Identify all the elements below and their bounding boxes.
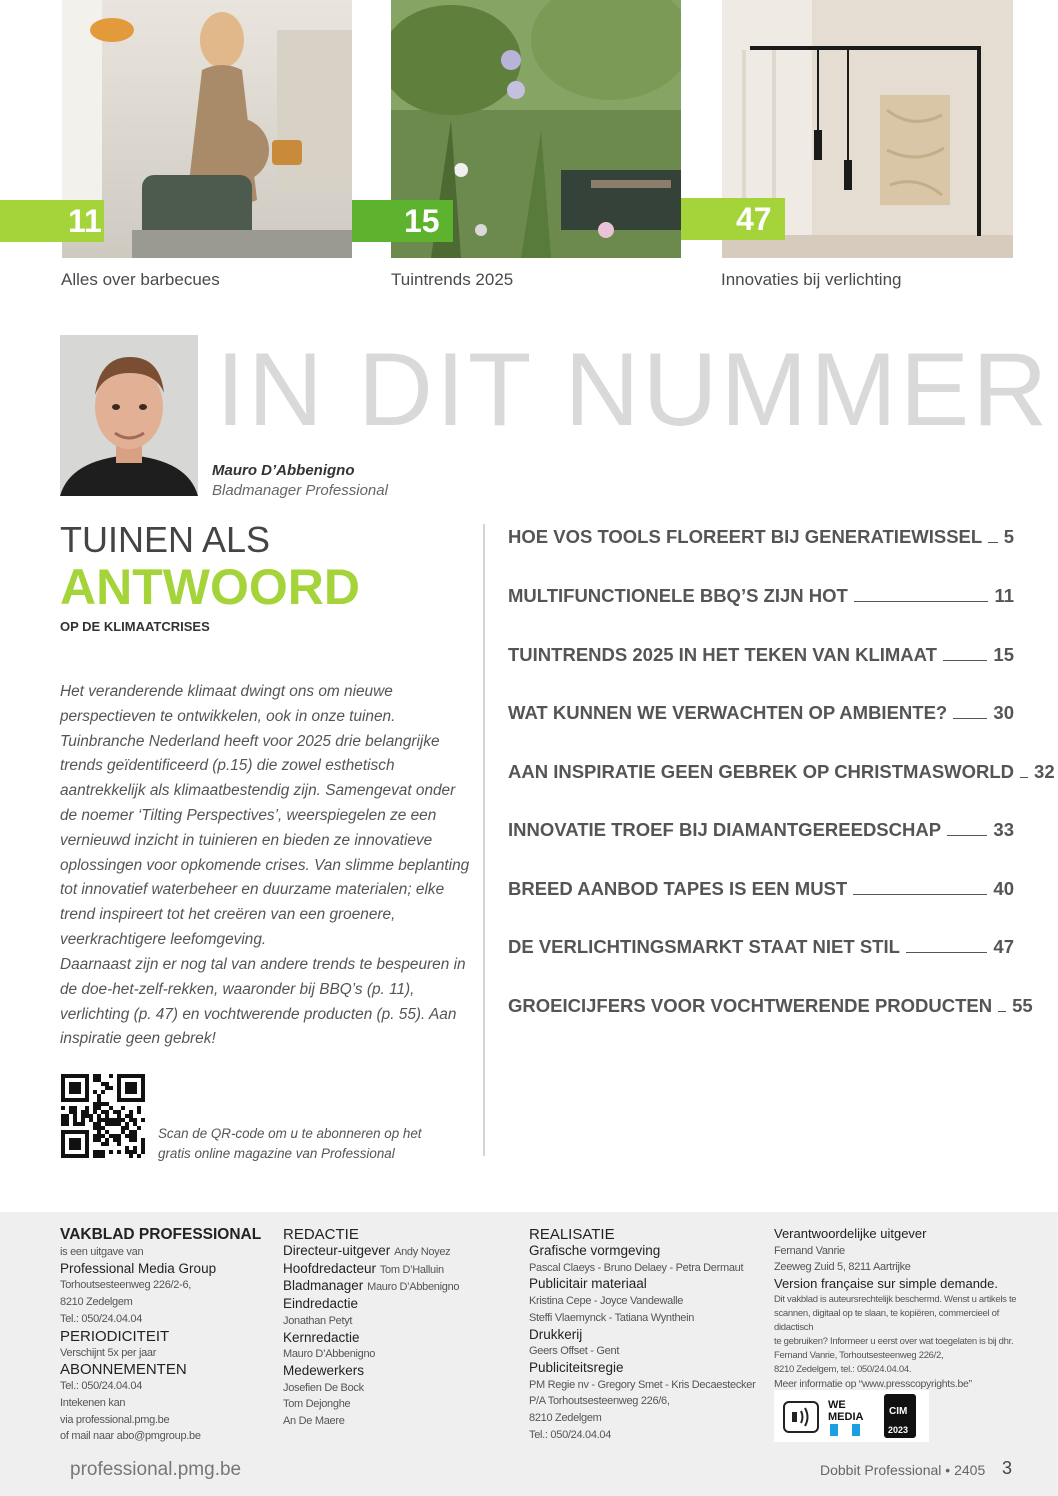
colophon-periodicity: Verschijnt 5x per jaar — [60, 1346, 157, 1359]
colophon-column-responsible — [774, 1226, 1019, 1392]
author-portrait — [60, 335, 198, 496]
editorial-heading-line2: ANTWOORD — [60, 559, 360, 615]
colophon-publisher: Professional Media Group — [60, 1260, 217, 1276]
responsible-publisher-address: Zeeweg Zuid 5, 8211 Aartrijke — [774, 1261, 911, 1274]
toc-item[interactable] — [508, 702, 1014, 728]
website-link[interactable]: professional.pmg.be — [70, 1459, 242, 1480]
audio-wave-logo-icon — [784, 1402, 818, 1432]
design-label: Grafische vormgeving — [529, 1243, 661, 1258]
responsible-publisher-name: Fernand Vanrie — [774, 1244, 845, 1257]
toc-item[interactable] — [508, 878, 1014, 904]
feature-badge-1 — [0, 200, 104, 242]
toc-item-title: HOE VOS TOOLS FLOREERT BIJ GENERATIEWISSEL — [508, 526, 983, 547]
toc-item-page: 55 — [1012, 995, 1033, 1016]
core-editorial-name: Mauro D’Abbenigno — [283, 1348, 376, 1361]
colophon-column-editorial — [283, 1226, 518, 1430]
colophon-editorial-label: REDACTIE — [283, 1226, 359, 1243]
ad-material-names-2: Steffi Vlaemynck - Tatiana Wynthein — [529, 1311, 695, 1324]
toc-item-page: 30 — [993, 702, 1014, 723]
toc-item-page: 11 — [994, 585, 1014, 606]
feature-badge-3 — [681, 198, 785, 240]
feature-caption-1: Alles over barbecues — [61, 270, 220, 289]
toc-item[interactable] — [508, 644, 1014, 670]
toc-item[interactable] — [508, 936, 1014, 962]
contributor-2: Tom Dejonghe — [283, 1398, 351, 1411]
final-editing-name: Jonathan Petyt — [283, 1314, 353, 1327]
core-editorial-label: Kernredactie — [283, 1329, 360, 1345]
toc-item-title: AAN INSPIRATIE GEEN GEBREK OP CHRISTMASWORLD — [508, 761, 1015, 782]
printer-label: Drukkerij — [529, 1326, 583, 1342]
author-name: Mauro D’Abbenigno — [212, 462, 355, 479]
colophon-column-publisher — [60, 1226, 270, 1445]
toc-item-title: WAT KUNNEN WE VERWACHTEN OP AMBIENTE? — [508, 702, 948, 723]
final-editing-label: Eindredactie — [283, 1296, 359, 1312]
toc-item[interactable] — [508, 995, 1033, 1021]
french-version-note: Version française sur simple demande. — [774, 1276, 999, 1292]
toc-item-page: 32 — [1034, 761, 1055, 782]
feature-badge-2 — [352, 200, 453, 242]
toc-item-page: 15 — [993, 644, 1014, 665]
toc-item-page: 33 — [993, 819, 1014, 840]
feature-number-2: 15 — [404, 203, 440, 239]
copyright-line-5: 8210 Zedelgem, tel.: 050/24.04.04. — [774, 1363, 912, 1375]
toc-leader-line — [947, 821, 987, 836]
contributor-1: Josefien De Bock — [283, 1381, 364, 1394]
column-divider — [483, 524, 485, 1156]
toc-item[interactable] — [508, 526, 1014, 552]
toc-leader-line — [953, 704, 987, 719]
toc-item-title: DE VERLICHTINGSMARKT STAAT NIET STIL — [508, 936, 900, 957]
printer-name: Geers Offset - Gent — [529, 1345, 620, 1358]
chief-editor-label: Hoofdredacteur — [283, 1260, 377, 1276]
ad-sales-line-4: Tel.: 050/24.04.04 — [529, 1428, 612, 1441]
toc-leader-line — [854, 587, 989, 602]
toc-item[interactable] — [508, 585, 1014, 611]
chief-editor-name: Tom D’Halluin — [379, 1263, 444, 1276]
feature-photo-barbecue — [62, 0, 352, 258]
toc-item-title: GROEICIJFERS VOOR VOCHTWERENDE PRODUCTEN — [508, 995, 993, 1016]
colophon-address-1: Torhoutsesteenweg 226/2-6, — [60, 1279, 192, 1292]
design-names: Pascal Claeys - Bruno Delaey - Petra Dermaut — [529, 1261, 744, 1274]
toc-leader-line — [906, 938, 988, 953]
copyright-line-3: te gebruiken? Informeer u eerst over wat toegelaten is bij dhr. — [774, 1335, 1014, 1347]
ad-sales-label: Publiciteitsregie — [529, 1359, 624, 1375]
editorial-paragraph-2: Daarnaast zijn er nog tal van andere trends te bespeuren in de doe-het-zelf-rekken, waaronder bij BBQ’s (p. 11), verlichting (p. 47) en vochtwerende producten (p. 55). Aan inspiratie geen gebrek! — [60, 956, 466, 1048]
colophon-subscriptions-line-2: via professional.pmg.be — [60, 1413, 170, 1426]
copyright-line-1: Dit vakblad is auteursrechtelijk beschermd. Wenst u artikels te — [774, 1293, 1017, 1305]
cim-logo — [884, 1394, 916, 1438]
toc-leader-line — [988, 528, 998, 543]
we-media-logo-text-1: WE — [828, 1399, 846, 1411]
copyright-line-6: Meer informatie op “www.presscopyrights.be” — [774, 1377, 972, 1390]
editorial-subheading: OP DE KLIMAATCRISES — [60, 619, 210, 634]
toc-leader-line — [853, 880, 987, 895]
colophon-subscriptions-label: ABONNEMENTEN — [60, 1361, 187, 1379]
ad-sales-line-3: 8210 Zedelgem — [529, 1412, 602, 1425]
magazine-manager-name: Mauro D’Abbenigno — [367, 1281, 460, 1294]
colophon-production-label: REALISATIE — [529, 1226, 615, 1243]
toc-item[interactable] — [508, 819, 1014, 845]
contributors-label: Medewerkers — [283, 1362, 365, 1378]
copyright-line-4: Fernand Vanrie, Torhoutsesteenweg 226/2, — [774, 1349, 944, 1361]
feature-number-1: 11 — [68, 203, 102, 239]
cim-logo-year: 2023 — [888, 1425, 909, 1435]
subscribe-qr-code[interactable] — [61, 1074, 145, 1158]
toc-item-title: MULTIFUNCTIONELE BBQ’S ZIJN HOT — [508, 585, 848, 606]
page-number: 3 — [1002, 1458, 1013, 1478]
toc-leader-line — [943, 646, 987, 661]
contributor-3: An De Maere — [283, 1415, 345, 1428]
ad-material-names-1: Kristina Cepe - Joyce Vandewalle — [529, 1295, 684, 1308]
feature-number-3: 47 — [736, 201, 772, 237]
page-title: IN DIT NUMMER — [216, 332, 1051, 448]
toc-item-page: 5 — [1003, 526, 1014, 547]
colophon-subscriptions-tel: Tel.: 050/24.04.04 — [60, 1380, 143, 1393]
toc-leader-line — [1020, 763, 1028, 778]
responsible-publisher-label: Verantwoordelijke uitgever — [774, 1226, 927, 1241]
editorial-paragraph-1: Het veranderende klimaat dwingt ons om nieuwe perspectieven te ontwikkelen, ook in onze tuinen. Tuinbranche Nederland heeft voor 2025 drie belangrijke trends geïdentificeerd (p.15) die zowel esthetisch aantrekkelijk als klimaatbestendig zijn. Samengevat onder de noemer ‘Tilting Perspectives’, weerspiegelen ze een vernieuwd inzicht in tuinieren en bieden ze innovatieve oplossingen voor opkomende crises. Van slimme beplanting tot innovatief waterbeheer en duurzame materialen; elke trend inspireert tot het creëren van een groenere, veerkrachtigere leefomgeving. — [60, 683, 470, 948]
colophon-periodicity-label: PERIODICITEIT — [60, 1327, 170, 1345]
director-label: Directeur-uitgever — [283, 1243, 391, 1258]
editorial-heading-line1: TUINEN ALS — [60, 519, 271, 560]
we-media-logo-text-2: MEDIA — [828, 1411, 864, 1423]
magazine-manager-label: Bladmanager — [283, 1278, 364, 1294]
colophon-address-2: 8210 Zedelgem — [60, 1296, 133, 1309]
colophon-column-production — [529, 1226, 769, 1443]
colophon-publisher-intro: is een uitgave van — [60, 1246, 144, 1258]
membership-logos — [774, 1390, 929, 1442]
colophon-tel: Tel.: 050/24.04.04 — [60, 1312, 143, 1325]
colophon-magazine-title: VAKBLAD PROFESSIONAL — [60, 1226, 262, 1243]
toc-item-page: 47 — [993, 936, 1014, 957]
magazine-issue: Dobbit Professional • 2405 — [820, 1462, 986, 1478]
colophon-subscriptions-line-3: of mail naar abo@pmgroup.be — [60, 1430, 201, 1443]
copyright-line-2: scannen, digitaal op te slaan, te kopiëren, commercieel of didactisch — [774, 1307, 999, 1333]
feature-caption-2: Tuintrends 2025 — [391, 270, 514, 289]
toc-item-title: TUINTRENDS 2025 IN HET TEKEN VAN KLIMAAT — [508, 644, 937, 665]
qr-caption: Scan de QR-code om u te abonneren op het gratis online magazine van Professional — [158, 1126, 422, 1161]
cim-logo-text: CIM — [889, 1406, 908, 1417]
colophon-subscriptions-line-1: Intekenen kan — [60, 1396, 126, 1409]
ad-sales-line-1: PM Regie nv - Gregory Smet - Kris Decaestecker — [529, 1378, 756, 1391]
toc-item-title: BREED AANBOD TAPES IS EEN MUST — [508, 878, 848, 899]
ad-material-label: Publicitair materiaal — [529, 1276, 647, 1292]
toc-item-page: 40 — [993, 878, 1014, 899]
feature-caption-3: Innovaties bij verlichting — [721, 270, 902, 289]
toc-leader-line — [998, 997, 1006, 1012]
director-name: Andy Noyez — [394, 1246, 451, 1258]
we-media-logo — [828, 1399, 864, 1436]
ad-sales-line-2: P/A Torhoutsesteenweg 226/6, — [529, 1395, 670, 1408]
author-role: Bladmanager Professional — [212, 482, 388, 499]
toc-item-title: INNOVATIE TROEF BIJ DIAMANTGEREEDSCHAP — [508, 819, 942, 840]
toc-item[interactable] — [508, 761, 1055, 787]
